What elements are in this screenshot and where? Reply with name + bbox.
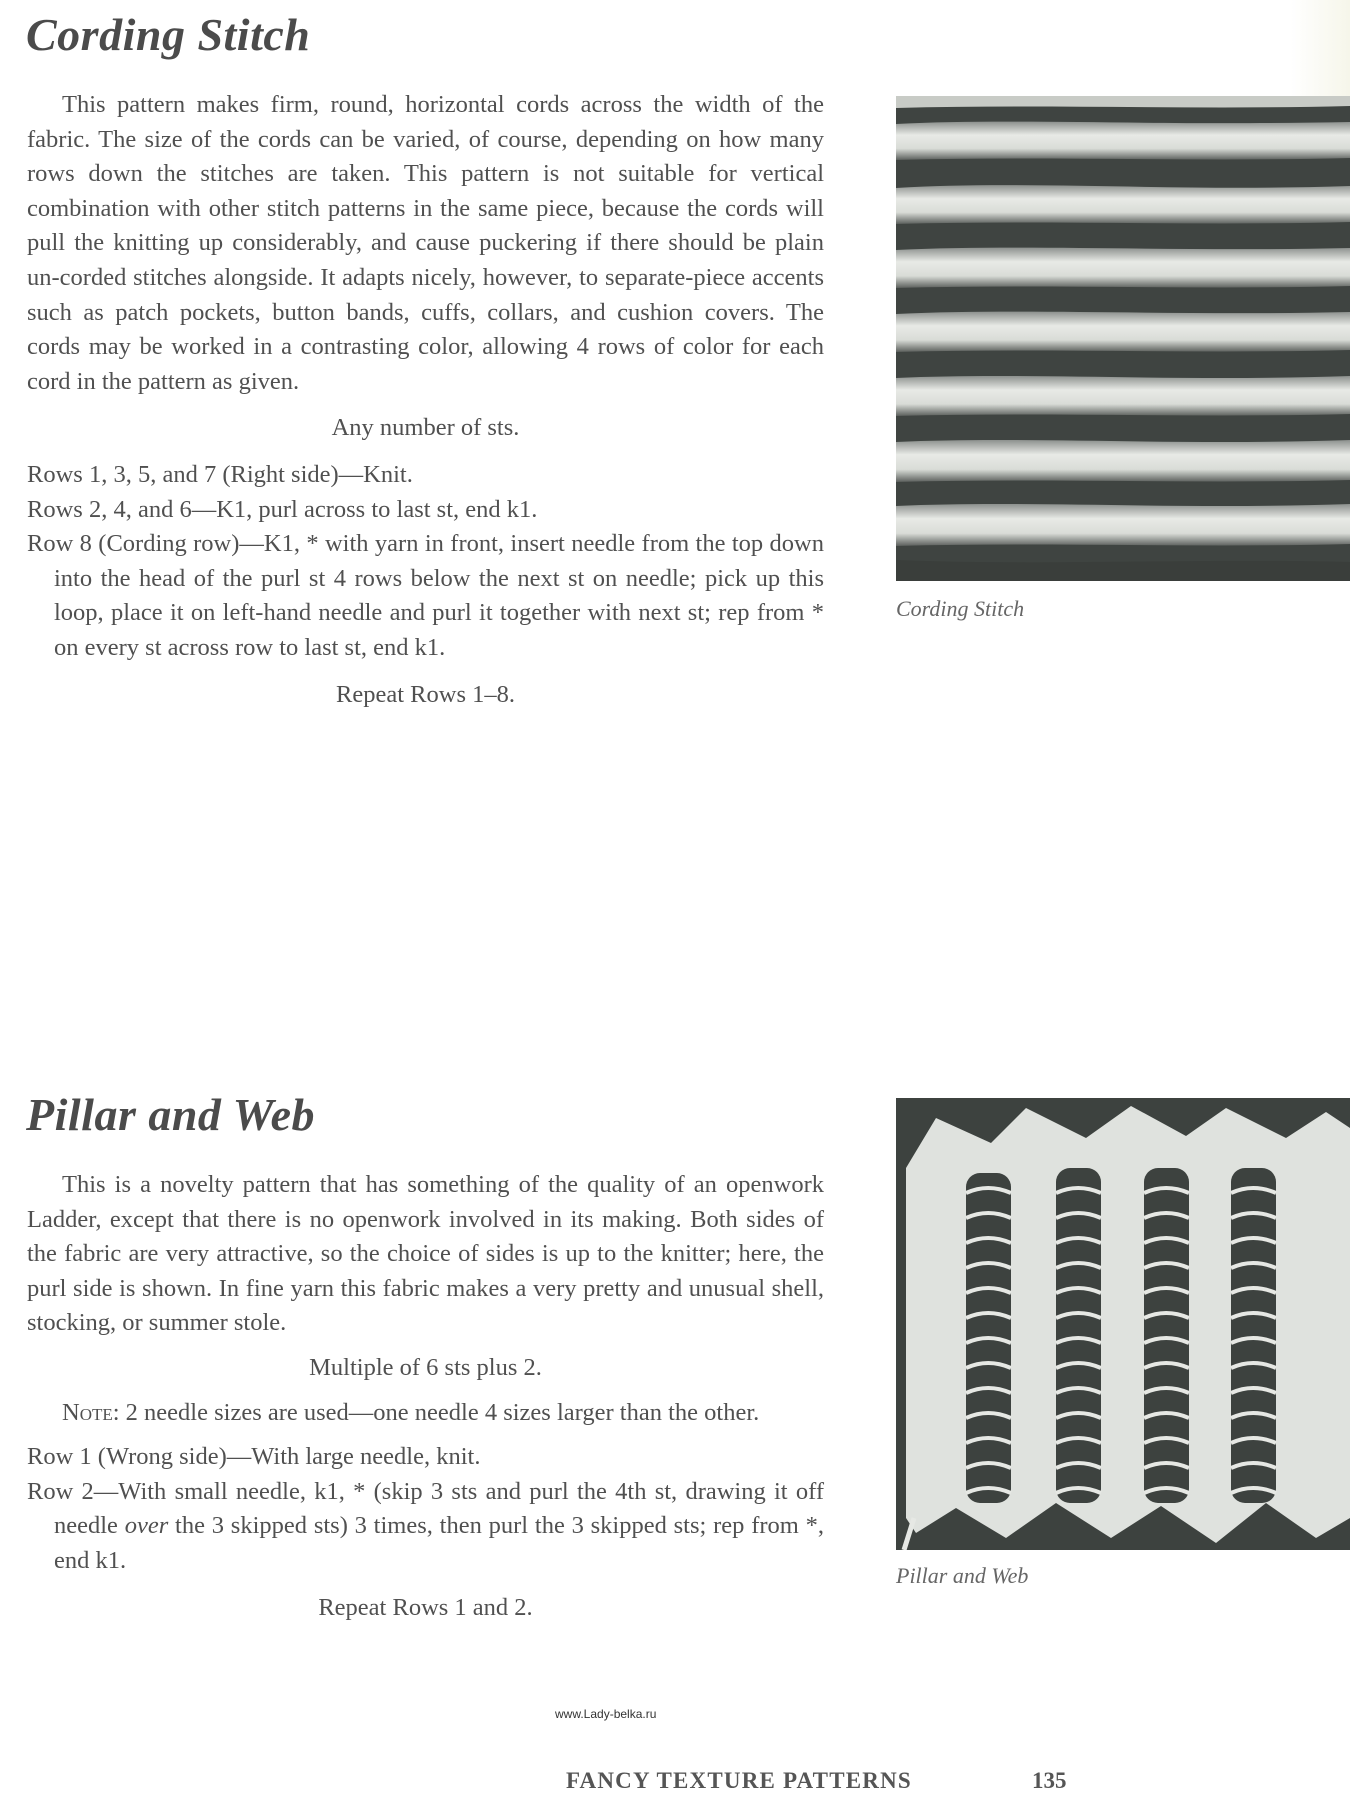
note-paragraph: [27, 1396, 824, 1431]
instruction-row: [27, 1475, 824, 1579]
section-body-pillar-and-web: [27, 1168, 824, 1625]
photo-caption-pillar-and-web: Pillar and Web: [896, 1563, 1029, 1588]
instruction-row: Rows 2, 4, and 6—K1, purl across to last st, end k1.: [27, 495, 538, 523]
note-text: 2 needle sizes are used—one needle 4 sizes larger than the other.: [119, 1398, 760, 1426]
section-title-cording-stitch: Cording Stitch: [26, 9, 311, 60]
instruction-text: the 3 skipped sts) 3 times, then purl the 3 skipped sts; rep from *, end k1.: [54, 1512, 824, 1574]
note-label: Note:: [62, 1398, 120, 1426]
pillar-web-swatch-illustration: [896, 1098, 1350, 1550]
instruction-emphasis: over: [124, 1512, 169, 1540]
instruction-text: Row 2—With small needle, k1, * (skip 3 sts and purl the 4th st, drawing it off needle: [27, 1477, 824, 1540]
watermark-url: www.Lady-belka.ru: [555, 1707, 657, 1721]
description-paragraph: This pattern makes firm, round, horizontal cords across the width of the fabric. The size of the cords can be varied, of course, depending on how many rows down the stitches are taken. This pattern is not suitable for vertical combination with other stitch patterns in the same piece, because the cords will pull the knitting up considerably, and cause puckering if there should be plain un-corded stitches alongside. It adapts nicely, however, to separate-piece accents such as patch pockets, button bands, cuffs, collars, and cushion covers. The cords may be worked in a contrasting color, allowing 4 rows of color for each cord in the pattern as given.: [27, 91, 824, 395]
cording-swatch-illustration: [896, 96, 1350, 581]
section-body-cording-stitch: [27, 88, 824, 712]
repeat-instruction: Repeat Rows 1–8.: [336, 680, 515, 708]
instruction-row: Row 8 (Cording row)—K1, * with yarn in front, insert needle from the top down into the head of the purl st 4 rows below the next st on needle; pick up this loop, place it on left-hand needle and purl it together with next st; rep from * on every st across row to last st, end k1.: [27, 530, 824, 661]
instructions-list: [27, 1440, 824, 1578]
stitch-count: Multiple of 6 sts plus 2.: [309, 1353, 542, 1381]
stitch-count: Any number of sts.: [331, 414, 520, 442]
photo-caption-cording-stitch: Cording Stitch: [896, 596, 1025, 621]
page-edge-tint: [1290, 0, 1350, 100]
instruction-row: Row 1 (Wrong side)—With large needle, knit.: [27, 1443, 481, 1471]
page-number: 135: [1032, 1768, 1067, 1793]
pillar-and-web-photo: [896, 1098, 1350, 1550]
running-footer-title: FANCY TEXTURE PATTERNS: [566, 1768, 912, 1793]
cording-stitch-photo: [896, 96, 1350, 581]
instructions-list: [27, 458, 824, 666]
section-title-pillar-and-web: Pillar and Web: [26, 1089, 315, 1140]
description-paragraph: This is a novelty pattern that has something of the quality of an openwork Ladder, except that there is no openwork involved in its making. Both sides of the fabric are very attractive, so the choice of sides is up to the knitter; here, the purl side is shown. In fine yarn this fabric makes a very pretty and unusual shell, stocking, or summer stole.: [27, 1171, 824, 1337]
instruction-row: Rows 1, 3, 5, and 7 (Right side)—Knit.: [27, 460, 413, 488]
repeat-instruction: Repeat Rows 1 and 2.: [318, 1593, 533, 1621]
